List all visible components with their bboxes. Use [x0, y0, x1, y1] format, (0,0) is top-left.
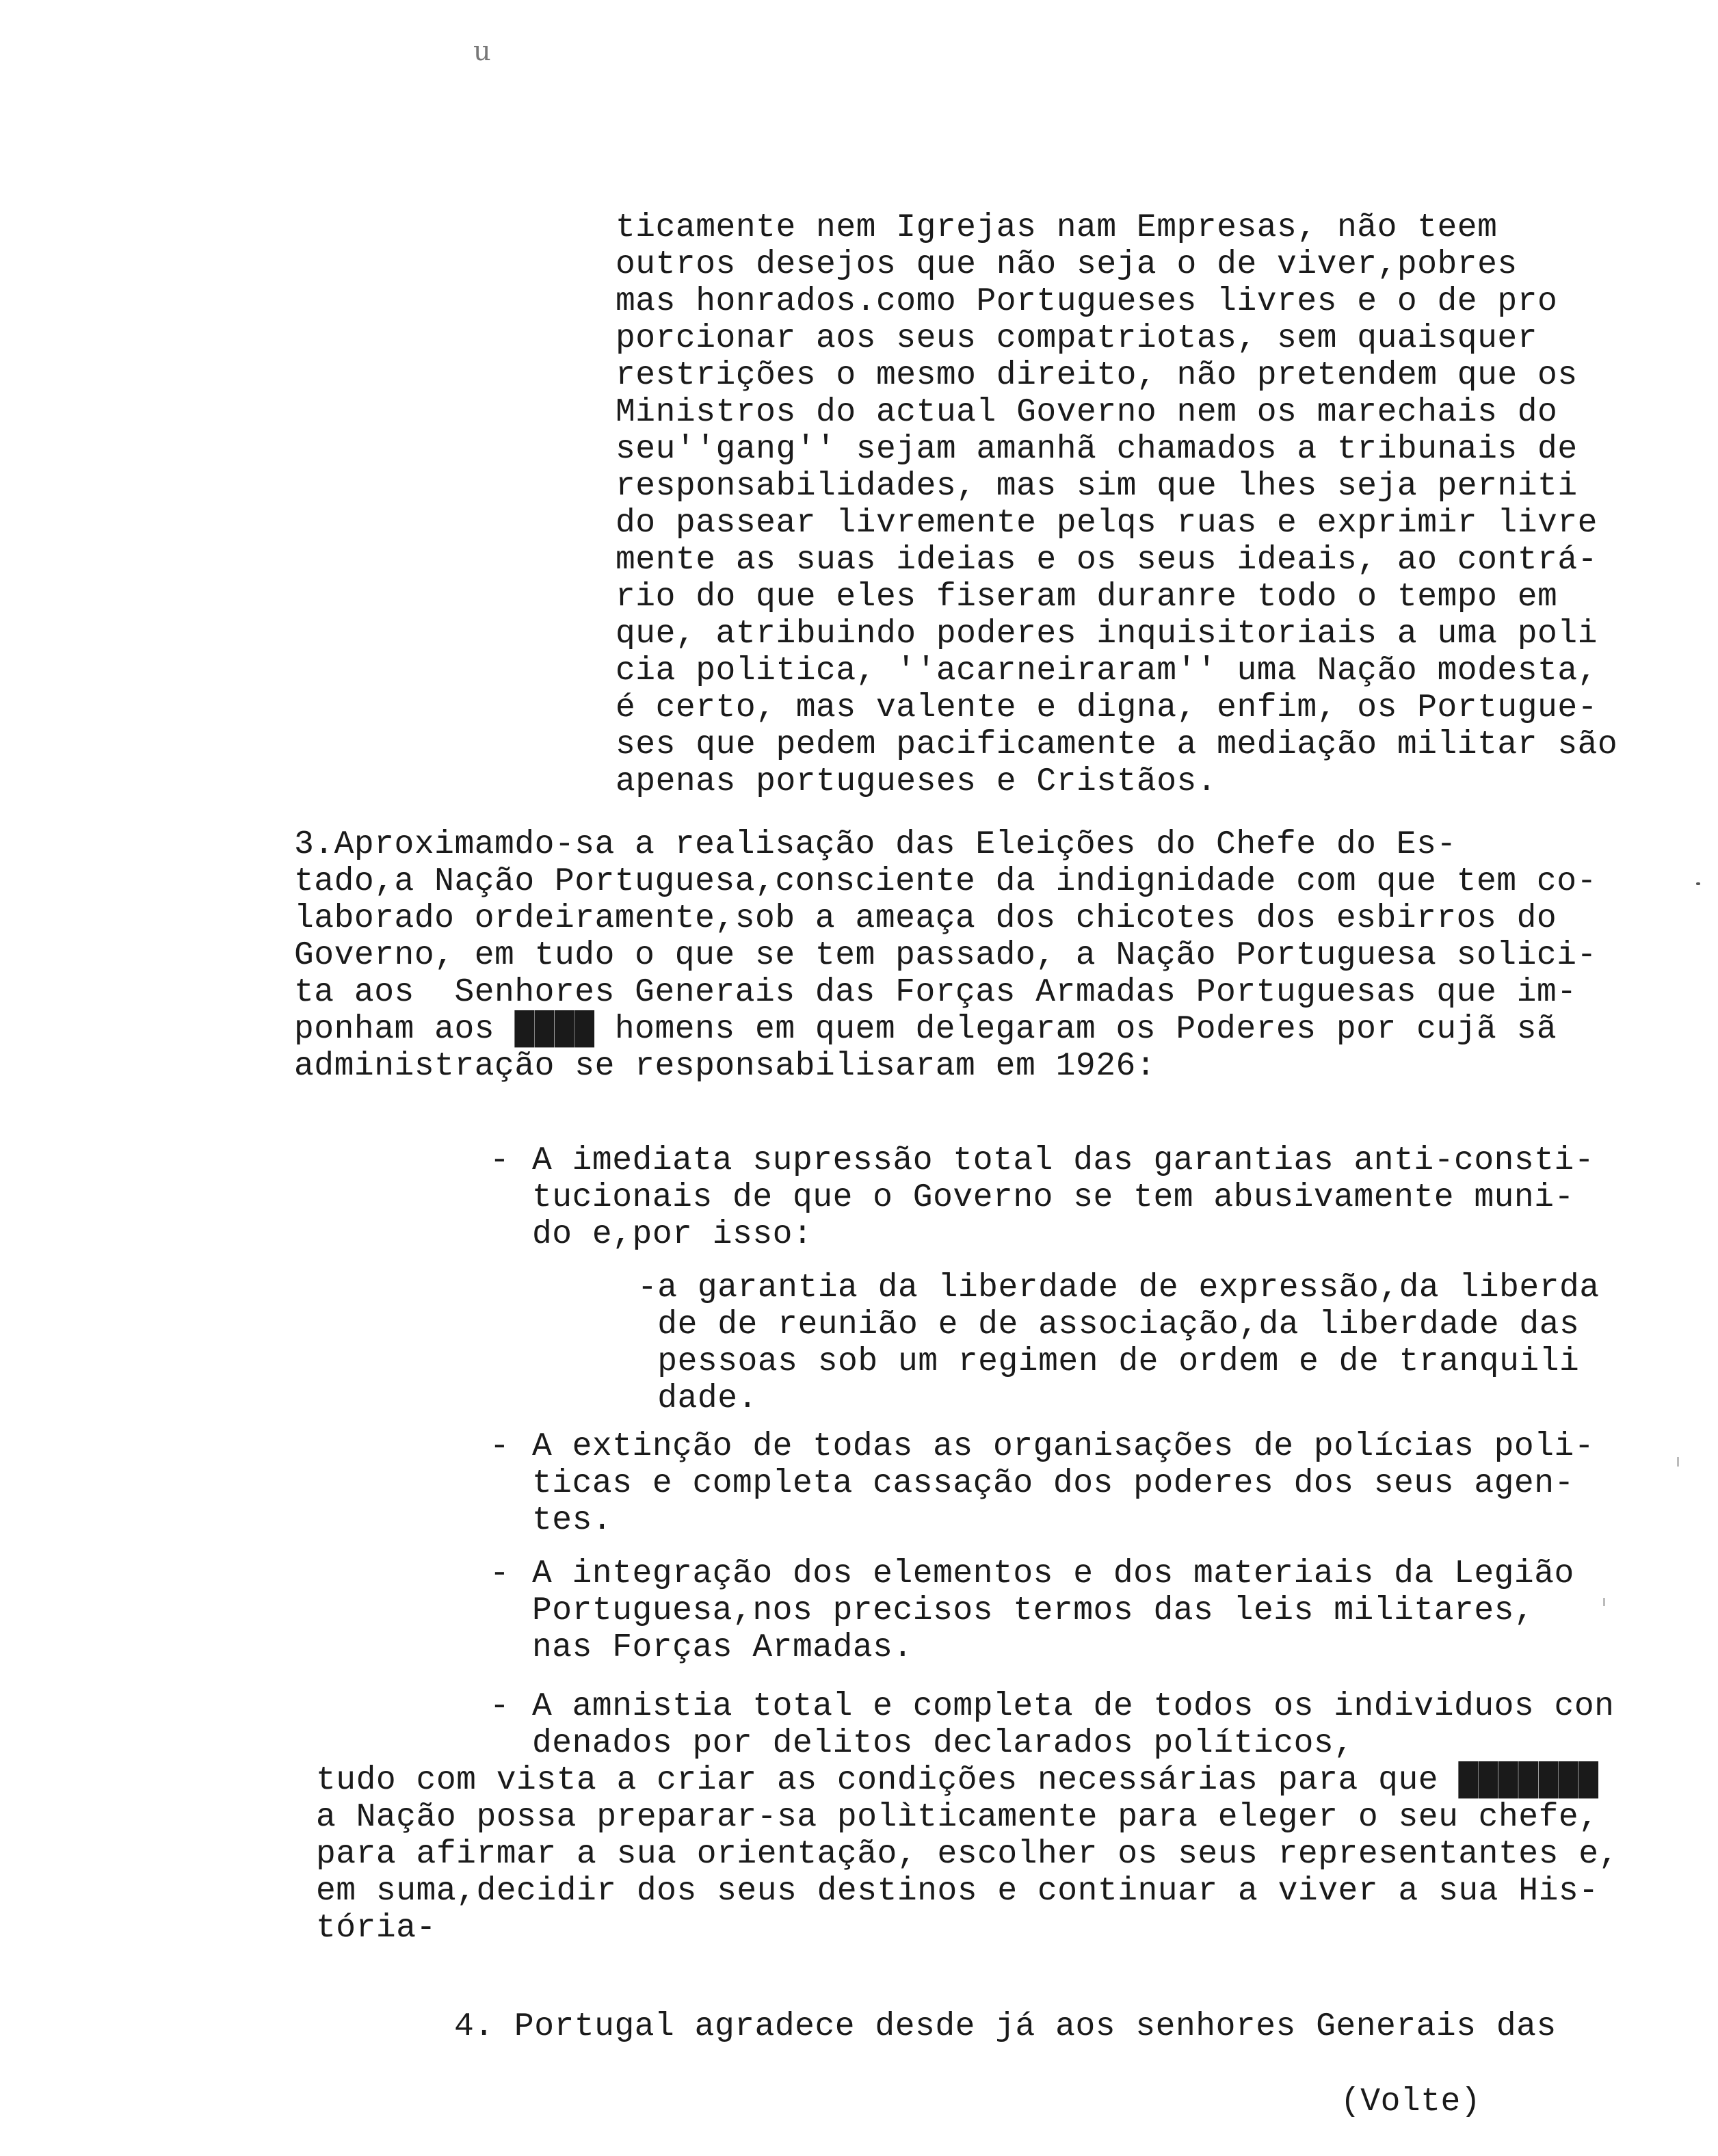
text-line: 4. Portugal agradece desde já aos senhores Generais das: [454, 2008, 1557, 2045]
text-line: (Volte): [1340, 2083, 1481, 2120]
text-line: A integração dos elementos e dos materiais da Legião: [532, 1555, 1574, 1592]
text-line: 3.Aproximamdo-sa a realisação das Eleições do Chefe do Es-: [294, 826, 1457, 863]
text-line: que, atribuindo poderes inquisitoriais a uma poli: [616, 616, 1598, 653]
text-line: pessoas sob um regimen de ordem e de tranquili: [637, 1343, 1580, 1380]
text-line: -a garantia da liberdade de expressão,da liberda: [637, 1270, 1600, 1306]
text-line: para afirmar a sua orientação, escolher os seus representantes e,: [316, 1836, 1619, 1873]
text-line: mas honrados.como Portugueses livres e o de pro: [616, 283, 1558, 320]
text-line: seu''gang'' sejam amanhã chamados a tribunais de: [616, 431, 1578, 468]
paper-speck: [1603, 1598, 1605, 1606]
text-line: ticas e completa cassação dos poderes dos seus agen-: [532, 1465, 1574, 1502]
text-line: ticamente nem Igrejas nam Empresas, não teem: [616, 209, 1498, 246]
text-line: do e,por isso:: [532, 1216, 813, 1253]
bullet-dash: -: [490, 1555, 510, 1592]
bullet-dash: -: [490, 1428, 510, 1465]
text-line: outros desejos que não seja o de viver,pobres: [616, 246, 1518, 283]
paragraph-4: [454, 2008, 1557, 2045]
text-line: em suma,decidir dos seus destinos e continuar a viver a sua His-: [316, 1873, 1599, 1910]
text-line: tudo com vista a criar as condições necessárias para que ███████: [316, 1762, 1599, 1799]
bullet-dash: -: [490, 1688, 510, 1725]
text-line: restrições o mesmo direito, não pretendem que os: [616, 357, 1578, 394]
closing-paragraph: [316, 1762, 1619, 1947]
text-line: porcionar aos seus compatriotas, sem quaisquer: [616, 320, 1538, 357]
text-line: mente as suas ideias e os seus ideais, ao contrá-: [616, 542, 1598, 579]
text-line: responsabilidades, mas sim que lhes seja perniti: [616, 468, 1578, 505]
text-line: tória-: [316, 1910, 436, 1947]
footer-note: [1340, 2083, 1481, 2120]
text-line: Portuguesa,nos precisos termos das leis militares,: [532, 1592, 1535, 1629]
bullet-dash: -: [490, 1142, 510, 1179]
text-line: nas Forças Armadas.: [532, 1629, 913, 1666]
text-line: do passear livremente pelqs ruas e exprimir livre: [616, 505, 1598, 542]
text-line: A imediata supressão total das garantias anti-consti-: [532, 1142, 1595, 1179]
text-line: de de reunião e de associação,da liberdade das: [637, 1306, 1580, 1343]
text-line: ses que pedem pacificamente a mediação militar são: [616, 726, 1618, 763]
text-line: laborado ordeiramente,sob a ameaça dos chicotes dos esbirros do: [294, 900, 1557, 937]
text-line: a Nação possa preparar-sa polìticamente para eleger o seu chefe,: [316, 1799, 1599, 1836]
text-line: Governo, em tudo o que se tem passado, a Nação Portuguesa solici-: [294, 937, 1597, 974]
text-line: tes.: [532, 1502, 613, 1539]
sub-bullet-item: [637, 1270, 1600, 1417]
paper-speck: [1677, 1457, 1679, 1467]
text-line: administração se responsabilisaram em 1926:: [294, 1048, 1157, 1085]
text-line: ponham aos ████ homens em quem delegaram os Poderes por cujã sã: [294, 1011, 1557, 1048]
text-line: A amnistia total e completa de todos os individuos con: [532, 1688, 1615, 1725]
text-line: rio do que eles fiseram duranre todo o tempo em: [616, 579, 1558, 616]
text-line: Ministros do actual Governo nem os marechais do: [616, 394, 1558, 431]
text-line: ta aos Senhores Generais das Forças Armadas Portuguesas que im-: [294, 974, 1577, 1011]
paper-speck: [1696, 882, 1700, 885]
text-line: cia politica, ''acarneiraram'' uma Nação modesta,: [616, 653, 1598, 689]
text-line: é certo, mas valente e digna, enfim, os Portugue-: [616, 689, 1598, 726]
paragraph-3: [294, 826, 1597, 1085]
text-line: apenas portugueses e Cristãos.: [616, 763, 1217, 800]
page-mark: u: [473, 36, 491, 67]
text-line: tucionais de que o Governo se tem abusivamente muni-: [532, 1179, 1574, 1216]
paragraph-continuation: [616, 209, 1617, 800]
text-line: tado,a Nação Portuguesa,consciente da indignidade com que tem co-: [294, 863, 1597, 900]
text-line: A extinção de todas as organisações de polícias poli-: [532, 1428, 1595, 1465]
text-line: denados por delitos declarados políticos,: [532, 1725, 1354, 1762]
text-line: dade.: [637, 1380, 758, 1417]
